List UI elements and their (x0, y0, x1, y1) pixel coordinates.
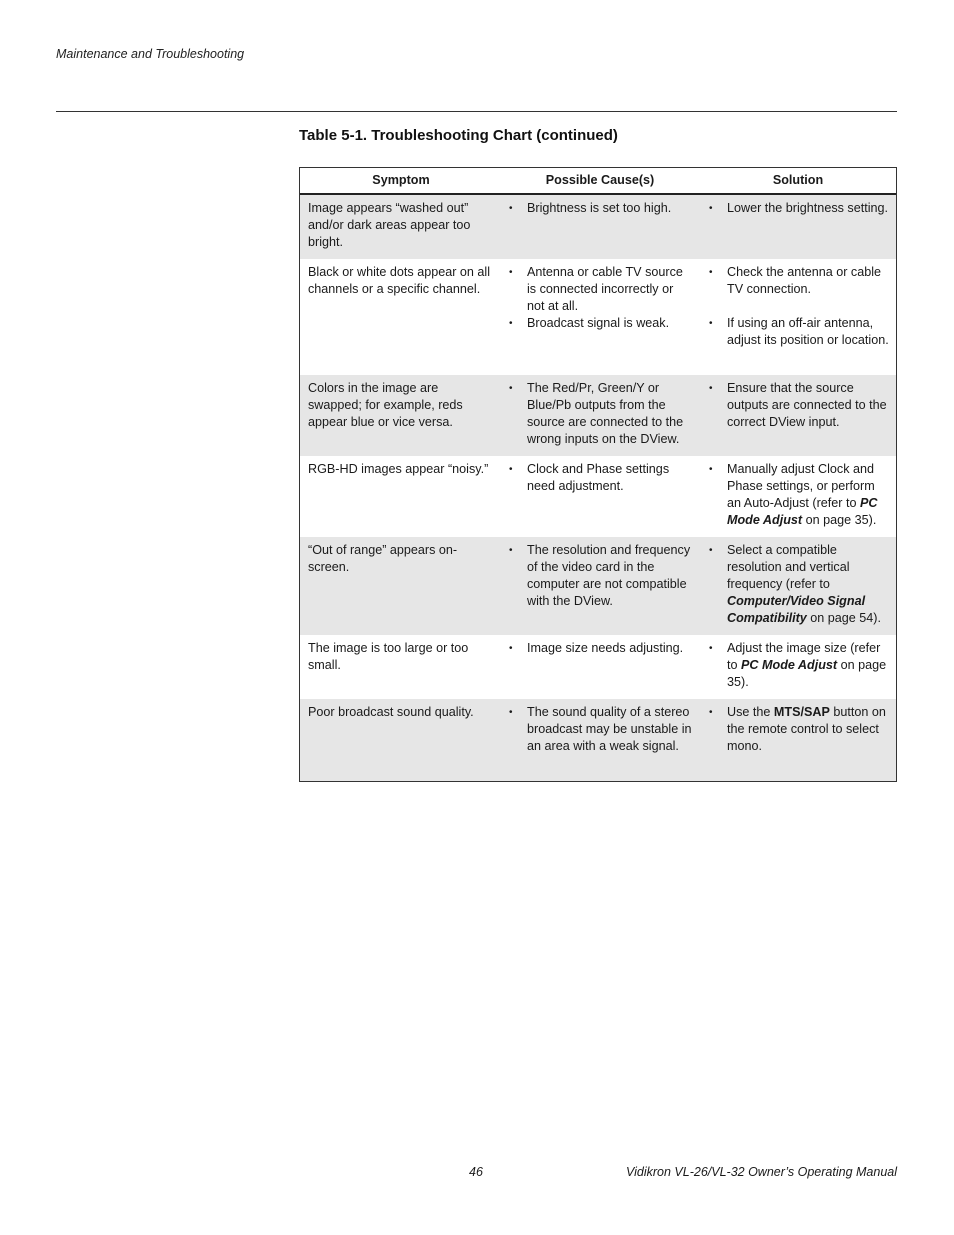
symptom-cell: Black or white dots appear on all channels or a specific channel. (308, 265, 491, 296)
symptom-cell: “Out of range” appears on-screen. (308, 543, 458, 574)
cause-cell (500, 264, 700, 375)
solution-text: on page 35). (802, 513, 877, 527)
cause-item: • The resolution and frequency of the video card in the computer are not compatible with the DView. (506, 542, 694, 610)
solution-text: button on the remote control to select mono. (727, 705, 886, 753)
cause-cell (500, 380, 700, 456)
cause-cell (500, 640, 700, 699)
solution-cell (700, 704, 896, 781)
cause-item: • Clock and Phase settings need adjustment. (506, 461, 694, 495)
table-row (300, 375, 896, 456)
cause-cell (500, 704, 700, 781)
cause-cell (500, 542, 700, 635)
solution-text: on page 35). (727, 658, 887, 689)
solution-cell (700, 200, 896, 259)
table-row (300, 259, 896, 375)
troubleshooting-table (299, 167, 897, 782)
solution-item: • Lower the brightness setting. (706, 200, 890, 217)
column-header-causes: Possible Cause(s) (545, 173, 655, 187)
symptom-cell: Colors in the image are swapped; for example, reds appear blue or vice versa. (308, 381, 463, 429)
solution-cell (700, 264, 896, 375)
symptom-cell: RGB-HD images appear “noisy.” (308, 462, 489, 476)
column-header-solution: Solution (772, 173, 824, 187)
cause-cell (500, 200, 700, 259)
column-header-symptom: Symptom (372, 173, 430, 187)
solution-item (706, 542, 890, 627)
cause-item: • Brightness is set too high. (506, 200, 694, 217)
solution-cell (700, 542, 896, 635)
cause-item: • Image size needs adjusting. (506, 640, 694, 657)
cross-reference: PC Mode Adjust (741, 658, 838, 672)
solution-cell (700, 461, 896, 537)
table-header-row (300, 168, 896, 195)
solution-item (706, 640, 890, 691)
table-title: Table 5-1. Troubleshooting Chart (continued) (299, 127, 618, 144)
cause-item: • Broadcast signal is weak. (506, 315, 694, 332)
cause-item: • The sound quality of a stereo broadcast may be unstable in an area with a weak signal. (506, 704, 694, 755)
symptom-cell: Poor broadcast sound quality. (308, 705, 474, 719)
solution-text: Adjust the image size (refer to (727, 641, 881, 672)
table-row (300, 195, 896, 259)
button-name: MTS/SAP (773, 705, 830, 719)
cause-item: • The Red/Pr, Green/Y or Blue/Pb outputs from the source are connected to the wrong inputs on the DView. (506, 380, 694, 448)
table-row (300, 635, 896, 699)
solution-cell (700, 640, 896, 699)
solution-cell (700, 380, 896, 456)
running-head: Maintenance and Troubleshooting (56, 47, 245, 61)
cross-reference: Computer/Video Signal Compatibility (727, 594, 866, 625)
solution-item (706, 704, 890, 755)
cause-cell (500, 461, 700, 537)
symptom-cell: The image is too large or too small. (308, 641, 469, 672)
solution-item: • If using an off-air antenna, adjust its position or location. (706, 315, 890, 349)
table-row (300, 537, 896, 635)
manual-title: Vidikron VL-26/VL-32 Owner’s Operating Manual (626, 1165, 897, 1179)
table-row (300, 456, 896, 537)
solution-text: on page 54). (806, 611, 881, 625)
solution-item: • Ensure that the source outputs are connected to the correct DView input. (706, 380, 890, 431)
solution-text: Select a compatible resolution and vertical frequency (refer to (727, 543, 850, 591)
cross-reference: PC Mode Adjust (727, 496, 878, 527)
solution-item: • Check the antenna or cable TV connection. (706, 264, 890, 298)
solution-text: Use the (727, 705, 774, 719)
header-rule (56, 111, 897, 112)
symptom-cell: Image appears “washed out” and/or dark areas appear too bright. (308, 201, 471, 249)
cause-item: • Antenna or cable TV source is connected incorrectly or not at all. (506, 264, 694, 315)
solution-item (706, 461, 890, 529)
page-number: 46 (469, 1165, 483, 1179)
table-row (300, 699, 896, 781)
solution-text: Manually adjust Clock and Phase settings, or perform an Auto-Adjust (refer to (727, 462, 875, 510)
